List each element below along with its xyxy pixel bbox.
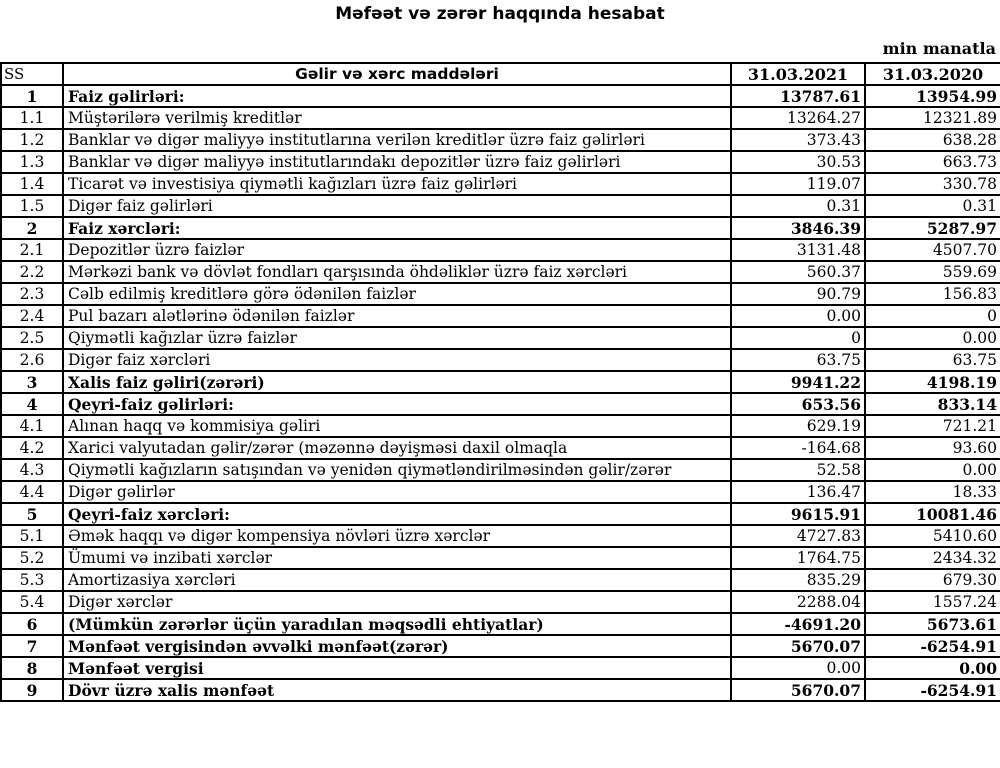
row-number-cell: 1.4 xyxy=(1,173,63,195)
value-2020-cell: 663.73 xyxy=(865,151,1000,173)
row-number-cell: 4.1 xyxy=(1,415,63,437)
value-2021-cell: 5670.07 xyxy=(731,679,865,701)
table-row xyxy=(1,195,1000,217)
item-label-cell: Dövr üzrə xalis mənfəət xyxy=(63,679,731,701)
value-2020-cell: 18.33 xyxy=(865,481,1000,503)
row-number-cell: 6 xyxy=(1,613,63,635)
item-label-cell: Qiymətli kağızlar üzrə faizlər xyxy=(63,327,731,349)
row-number-cell: 4 xyxy=(1,393,63,415)
value-2021-cell: 0.00 xyxy=(731,305,865,327)
value-2020-cell: 679.30 xyxy=(865,569,1000,591)
value-2020-cell: 63.75 xyxy=(865,349,1000,371)
header-ss: SS xyxy=(1,63,63,85)
value-2021-cell: 560.37 xyxy=(731,261,865,283)
value-2021-cell: 629.19 xyxy=(731,415,865,437)
item-label-cell: Banklar və digər maliyyə institutlarına verilən kreditlər üzrə faiz gəlirləri xyxy=(63,129,731,151)
item-label-cell: Faiz gəlirləri: xyxy=(63,85,731,107)
item-label-cell: Xarici valyutadan gəlir/zərər (məzənnə dəyişməsi daxil olmaqla xyxy=(63,437,731,459)
table-row xyxy=(1,261,1000,283)
row-number-cell: 2.3 xyxy=(1,283,63,305)
value-2021-cell: 9941.22 xyxy=(731,371,865,393)
value-2021-cell: -4691.20 xyxy=(731,613,865,635)
item-label-cell: Digər faiz xərcləri xyxy=(63,349,731,371)
value-2020-cell: 330.78 xyxy=(865,173,1000,195)
value-2021-cell: 3846.39 xyxy=(731,217,865,239)
row-number-cell: 1.5 xyxy=(1,195,63,217)
value-2020-cell: 1557.24 xyxy=(865,591,1000,613)
item-label-cell: Qeyri-faiz gəlirləri: xyxy=(63,393,731,415)
item-label-cell: Mərkəzi bank və dövlət fondları qarşısında öhdəliklər üzrə faiz xərcləri xyxy=(63,261,731,283)
item-label-cell: Qeyri-faiz xərcləri: xyxy=(63,503,731,525)
table-row xyxy=(1,679,1000,701)
item-label-cell: Alınan haqq və kommisiya gəliri xyxy=(63,415,731,437)
item-label-cell: Cəlb edilmiş kreditlərə görə ödənilən faizlər xyxy=(63,283,731,305)
item-label-cell: Qiymətli kağızların satışından və yenidən qiymətləndirilməsindən gəlir/zərər xyxy=(63,459,731,481)
row-number-cell: 1 xyxy=(1,85,63,107)
profit-loss-table xyxy=(0,62,1000,702)
table-row xyxy=(1,393,1000,415)
value-2020-cell: 4198.19 xyxy=(865,371,1000,393)
item-label-cell: Xalis faiz gəliri(zərəri) xyxy=(63,371,731,393)
table-row xyxy=(1,349,1000,371)
value-2021-cell: 373.43 xyxy=(731,129,865,151)
value-2021-cell: 2288.04 xyxy=(731,591,865,613)
table-header-row xyxy=(1,63,1000,85)
row-number-cell: 9 xyxy=(1,679,63,701)
value-2020-cell: -6254.91 xyxy=(865,635,1000,657)
value-2020-cell: 93.60 xyxy=(865,437,1000,459)
value-2021-cell: 30.53 xyxy=(731,151,865,173)
value-2020-cell: 5287.97 xyxy=(865,217,1000,239)
table-row xyxy=(1,305,1000,327)
value-2020-cell: 12321.89 xyxy=(865,107,1000,129)
table-row xyxy=(1,437,1000,459)
item-label-cell: Əmək haqqı və digər kompensiya növləri üzrə xərclər xyxy=(63,525,731,547)
row-number-cell: 4.3 xyxy=(1,459,63,481)
table-row xyxy=(1,151,1000,173)
value-2021-cell: 13787.61 xyxy=(731,85,865,107)
value-2020-cell: 0.31 xyxy=(865,195,1000,217)
value-2020-cell: 638.28 xyxy=(865,129,1000,151)
value-2021-cell: 90.79 xyxy=(731,283,865,305)
item-label-cell: Amortizasiya xərcləri xyxy=(63,569,731,591)
item-label-cell: Müştərilərə verilmiş kreditlər xyxy=(63,107,731,129)
row-number-cell: 2 xyxy=(1,217,63,239)
row-number-cell: 5.3 xyxy=(1,569,63,591)
table-row xyxy=(1,129,1000,151)
value-2020-cell: 156.83 xyxy=(865,283,1000,305)
table-row xyxy=(1,327,1000,349)
table-row xyxy=(1,569,1000,591)
value-2021-cell: 5670.07 xyxy=(731,635,865,657)
value-2020-cell: 833.14 xyxy=(865,393,1000,415)
value-2021-cell: 4727.83 xyxy=(731,525,865,547)
value-2020-cell: 0 xyxy=(865,305,1000,327)
report-table-body xyxy=(1,85,1000,701)
table-row xyxy=(1,217,1000,239)
value-2020-cell: 4507.70 xyxy=(865,239,1000,261)
row-number-cell: 7 xyxy=(1,635,63,657)
value-2021-cell: 3131.48 xyxy=(731,239,865,261)
table-row xyxy=(1,85,1000,107)
table-row xyxy=(1,547,1000,569)
value-2021-cell: 1764.75 xyxy=(731,547,865,569)
value-2021-cell: -164.68 xyxy=(731,437,865,459)
page-title: Məfəət və zərər haqqında hesabat xyxy=(335,4,665,24)
value-2021-cell: 13264.27 xyxy=(731,107,865,129)
item-label-cell: Digər faiz gəlirləri xyxy=(63,195,731,217)
row-number-cell: 1.1 xyxy=(1,107,63,129)
table-row xyxy=(1,239,1000,261)
table-row xyxy=(1,283,1000,305)
row-number-cell: 1.3 xyxy=(1,151,63,173)
header-date-2020: 31.03.2020 xyxy=(865,63,1000,85)
value-2021-cell: 52.58 xyxy=(731,459,865,481)
item-label-cell: Pul bazarı alətlərinə ödənilən faizlər xyxy=(63,305,731,327)
value-2020-cell: 2434.32 xyxy=(865,547,1000,569)
value-2021-cell: 136.47 xyxy=(731,481,865,503)
row-number-cell: 1.2 xyxy=(1,129,63,151)
row-number-cell: 5.4 xyxy=(1,591,63,613)
value-2020-cell: 13954.99 xyxy=(865,85,1000,107)
table-row xyxy=(1,635,1000,657)
row-number-cell: 8 xyxy=(1,657,63,679)
row-number-cell: 2.6 xyxy=(1,349,63,371)
row-number-cell: 5.2 xyxy=(1,547,63,569)
header-items: Gəlir və xərc maddələri xyxy=(63,63,731,85)
value-2021-cell: 63.75 xyxy=(731,349,865,371)
table-row xyxy=(1,459,1000,481)
row-number-cell: 2.1 xyxy=(1,239,63,261)
item-label-cell: Digər gəlirlər xyxy=(63,481,731,503)
value-2021-cell: 653.56 xyxy=(731,393,865,415)
table-row xyxy=(1,591,1000,613)
value-2021-cell: 0.00 xyxy=(731,657,865,679)
value-2021-cell: 835.29 xyxy=(731,569,865,591)
value-2021-cell: 9615.91 xyxy=(731,503,865,525)
item-label-cell: Digər xərclər xyxy=(63,591,731,613)
value-2020-cell: 0.00 xyxy=(865,657,1000,679)
item-label-cell: Ümumi və inzibati xərclər xyxy=(63,547,731,569)
item-label-cell: Mənfəət vergisindən əvvəlki mənfəət(zərər) xyxy=(63,635,731,657)
item-label-cell: Banklar və digər maliyyə institutlarındakı depozitlər üzrə faiz gəlirləri xyxy=(63,151,731,173)
value-2021-cell: 0.31 xyxy=(731,195,865,217)
value-2020-cell: 721.21 xyxy=(865,415,1000,437)
table-row xyxy=(1,415,1000,437)
value-2020-cell: -6254.91 xyxy=(865,679,1000,701)
table-row xyxy=(1,525,1000,547)
table-row xyxy=(1,481,1000,503)
value-2020-cell: 559.69 xyxy=(865,261,1000,283)
value-2020-cell: 5410.60 xyxy=(865,525,1000,547)
row-number-cell: 5 xyxy=(1,503,63,525)
header-date-2021: 31.03.2021 xyxy=(731,63,865,85)
value-2020-cell: 0.00 xyxy=(865,327,1000,349)
table-row xyxy=(1,173,1000,195)
unit-note: min manatla xyxy=(882,39,996,58)
table-row xyxy=(1,657,1000,679)
row-number-cell: 2.5 xyxy=(1,327,63,349)
value-2020-cell: 10081.46 xyxy=(865,503,1000,525)
row-number-cell: 4.2 xyxy=(1,437,63,459)
value-2021-cell: 0 xyxy=(731,327,865,349)
item-label-cell: Faiz xərcləri: xyxy=(63,217,731,239)
table-row xyxy=(1,613,1000,635)
item-label-cell: Ticarət və investisiya qiymətli kağızları üzrə faiz gəlirləri xyxy=(63,173,731,195)
row-number-cell: 2.2 xyxy=(1,261,63,283)
table-row xyxy=(1,371,1000,393)
row-number-cell: 4.4 xyxy=(1,481,63,503)
value-2020-cell: 5673.61 xyxy=(865,613,1000,635)
item-label-cell: Depozitlər üzrə faizlər xyxy=(63,239,731,261)
row-number-cell: 3 xyxy=(1,371,63,393)
item-label-cell: (Mümkün zərərlər üçün yaradılan məqsədli ehtiyatlar) xyxy=(63,613,731,635)
row-number-cell: 5.1 xyxy=(1,525,63,547)
row-number-cell: 2.4 xyxy=(1,305,63,327)
value-2020-cell: 0.00 xyxy=(865,459,1000,481)
table-row xyxy=(1,503,1000,525)
value-2021-cell: 119.07 xyxy=(731,173,865,195)
item-label-cell: Mənfəət vergisi xyxy=(63,657,731,679)
table-row xyxy=(1,107,1000,129)
